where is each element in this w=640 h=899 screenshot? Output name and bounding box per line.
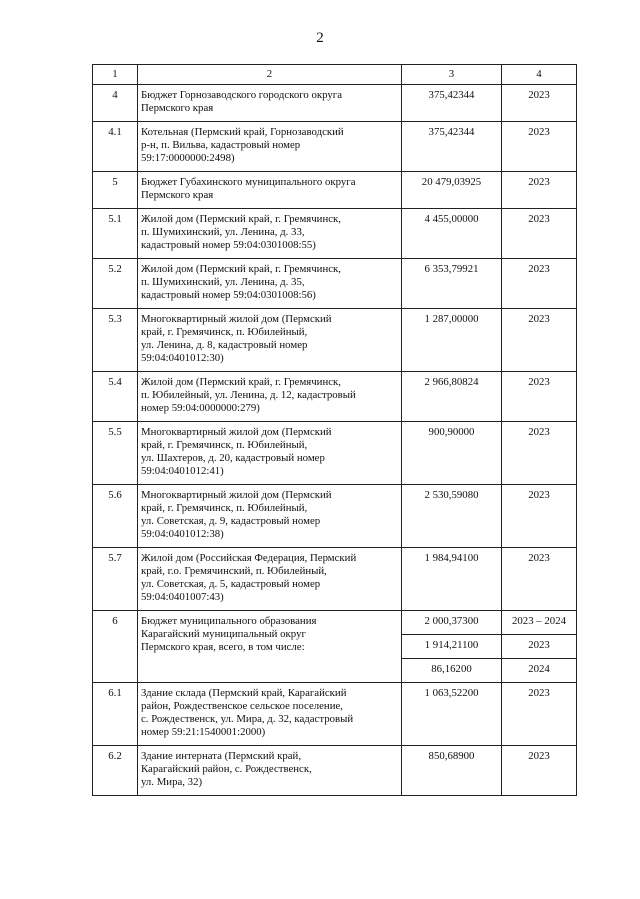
row-description	[138, 422, 402, 485]
row-amount: 1 984,94100	[402, 548, 502, 611]
row-description	[138, 548, 402, 611]
row-amount: 900,90000	[402, 422, 502, 485]
row-number: 6	[93, 611, 138, 683]
row-year: 2023	[502, 309, 577, 372]
description-line: край, г. Гремячинск, п. Юбилейный,	[141, 326, 308, 338]
row-description	[138, 259, 402, 309]
row-year: 2023	[502, 683, 577, 746]
row-number: 5.7	[93, 548, 138, 611]
row-year: 2023	[502, 635, 577, 659]
description-line: Котельная (Пермский край, Горнозаводский	[141, 126, 344, 138]
description-line: Здание склада (Пермский край, Карагайский	[141, 687, 347, 699]
row-description	[138, 309, 402, 372]
table-row	[93, 746, 577, 796]
description-line: край, г. Гремячинск, п. Юбилейный,	[141, 502, 308, 514]
row-number: 5.4	[93, 372, 138, 422]
description-line: ул. Ленина, д. 8, кадастровый номер	[141, 339, 308, 351]
row-description	[138, 209, 402, 259]
row-year: 2023	[502, 485, 577, 548]
description-line: п. Шумихинский, ул. Ленина, д. 33,	[141, 226, 305, 238]
table-row	[93, 372, 577, 422]
description-line: 59:04:0401012:30)	[141, 352, 224, 364]
row-description	[138, 746, 402, 796]
row-description	[138, 85, 402, 122]
row-description	[138, 122, 402, 172]
description-line: Жилой дом (Пермский край, г. Гремячинск,	[141, 376, 341, 388]
row-description	[138, 372, 402, 422]
row-number: 5.5	[93, 422, 138, 485]
row-year: 2023 – 2024	[502, 611, 577, 635]
row-number: 4.1	[93, 122, 138, 172]
description-line: Пермского края, всего, в том числе:	[141, 641, 305, 653]
row-amount: 2 966,80824	[402, 372, 502, 422]
row-year: 2023	[502, 422, 577, 485]
description-line: Бюджет муниципального образования	[141, 615, 317, 627]
row-number: 6.1	[93, 683, 138, 746]
description-line: п. Юбилейный, ул. Ленина, д. 12, кадастровый	[141, 389, 356, 401]
row-year: 2023	[502, 746, 577, 796]
table-row	[93, 209, 577, 259]
row-description	[138, 172, 402, 209]
description-line: Жилой дом (Пермский край, г. Гремячинск,	[141, 263, 341, 275]
description-line: Бюджет Губахинского муниципального округа	[141, 176, 356, 188]
description-line: Пермского края	[141, 189, 214, 201]
row-amount: 850,68900	[402, 746, 502, 796]
description-line: п. Шумихинский, ул. Ленина, д. 35,	[141, 276, 305, 288]
description-line: 59:17:0000000:2498)	[141, 152, 235, 164]
description-line: край, г. Гремячинск, п. Юбилейный,	[141, 439, 308, 451]
description-line: Многоквартирный жилой дом (Пермский	[141, 313, 332, 325]
table-row	[93, 122, 577, 172]
description-line: 59:04:0401012:38)	[141, 528, 224, 540]
table-row	[93, 611, 577, 635]
description-line: Жилой дом (Пермский край, г. Гремячинск,	[141, 213, 341, 225]
table-row	[93, 683, 577, 746]
table-row	[93, 172, 577, 209]
row-year: 2023	[502, 85, 577, 122]
description-line: кадастровый номер 59:04:0301008:56)	[141, 289, 316, 301]
description-line: Бюджет Горнозаводского городского округа	[141, 89, 343, 101]
row-amount: 1 063,52200	[402, 683, 502, 746]
header-col-4: 4	[502, 65, 577, 85]
table-row	[93, 485, 577, 548]
table-header-row	[93, 65, 577, 85]
row-year: 2023	[502, 209, 577, 259]
description-line: номер 59:04:0000000:279)	[141, 402, 260, 414]
row-year: 2023	[502, 122, 577, 172]
row-amount: 20 479,03925	[402, 172, 502, 209]
description-line: Жилой дом (Российская Федерация, Пермский	[141, 552, 357, 564]
row-amount: 1 287,00000	[402, 309, 502, 372]
description-line: Карагайский район, с. Рождественск,	[141, 763, 312, 775]
description-line: ул. Мира, 32)	[141, 776, 203, 788]
row-year: 2023	[502, 259, 577, 309]
description-line: кадастровый номер 59:04:0301008:55)	[141, 239, 316, 251]
row-description	[138, 683, 402, 746]
row-amount: 375,42344	[402, 122, 502, 172]
row-year: 2023	[502, 372, 577, 422]
description-line: ул. Советская, д. 9, кадастровый номер	[141, 515, 321, 527]
row-number: 5.2	[93, 259, 138, 309]
row-number: 5	[93, 172, 138, 209]
row-amount: 375,42344	[402, 85, 502, 122]
row-amount: 4 455,00000	[402, 209, 502, 259]
table-row	[93, 422, 577, 485]
row-amount: 6 353,79921	[402, 259, 502, 309]
header-col-1: 1	[93, 65, 138, 85]
description-line: край, г.о. Гремячинский, п. Юбилейный,	[141, 565, 327, 577]
row-number: 4	[93, 85, 138, 122]
header-col-2: 2	[138, 65, 402, 85]
description-line: Многоквартирный жилой дом (Пермский	[141, 426, 332, 438]
row-year: 2024	[502, 659, 577, 683]
header-col-3: 3	[402, 65, 502, 85]
row-year: 2023	[502, 548, 577, 611]
description-line: Здание интерната (Пермский край,	[141, 750, 302, 762]
row-number: 5.6	[93, 485, 138, 548]
table-body	[93, 65, 577, 796]
description-line: р-н, п. Вильва, кадастровый номер	[141, 139, 301, 151]
row-year: 2023	[502, 172, 577, 209]
description-line: номер 59:21:1540001:2000)	[141, 726, 266, 738]
row-amount: 86,16200	[402, 659, 502, 683]
row-number: 5.1	[93, 209, 138, 259]
table-row	[93, 259, 577, 309]
description-line: Пермского края	[141, 102, 214, 114]
row-description	[138, 611, 402, 683]
row-number: 5.3	[93, 309, 138, 372]
description-line: ул. Советская, д. 5, кадастровый номер	[141, 578, 321, 590]
allocation-table	[92, 64, 577, 796]
description-line: ул. Шахтеров, д. 20, кадастровый номер	[141, 452, 325, 464]
table-row	[93, 309, 577, 372]
row-number: 6.2	[93, 746, 138, 796]
row-amount: 1 914,21100	[402, 635, 502, 659]
description-line: 59:04:0401012:41)	[141, 465, 224, 477]
row-amount: 2 530,59080	[402, 485, 502, 548]
description-line: район, Рождественское сельское поселение,	[141, 700, 343, 712]
description-line: с. Рождественск, ул. Мира, д. 32, кадастровый	[141, 713, 354, 725]
table-row	[93, 548, 577, 611]
page-number: 2	[316, 30, 324, 46]
description-line: 59:04:0401007:43)	[141, 591, 224, 603]
row-description	[138, 485, 402, 548]
table-row	[93, 85, 577, 122]
description-line: Карагайский муниципальный округ	[141, 628, 306, 640]
description-line: Многоквартирный жилой дом (Пермский	[141, 489, 332, 501]
row-amount: 2 000,37300	[402, 611, 502, 635]
